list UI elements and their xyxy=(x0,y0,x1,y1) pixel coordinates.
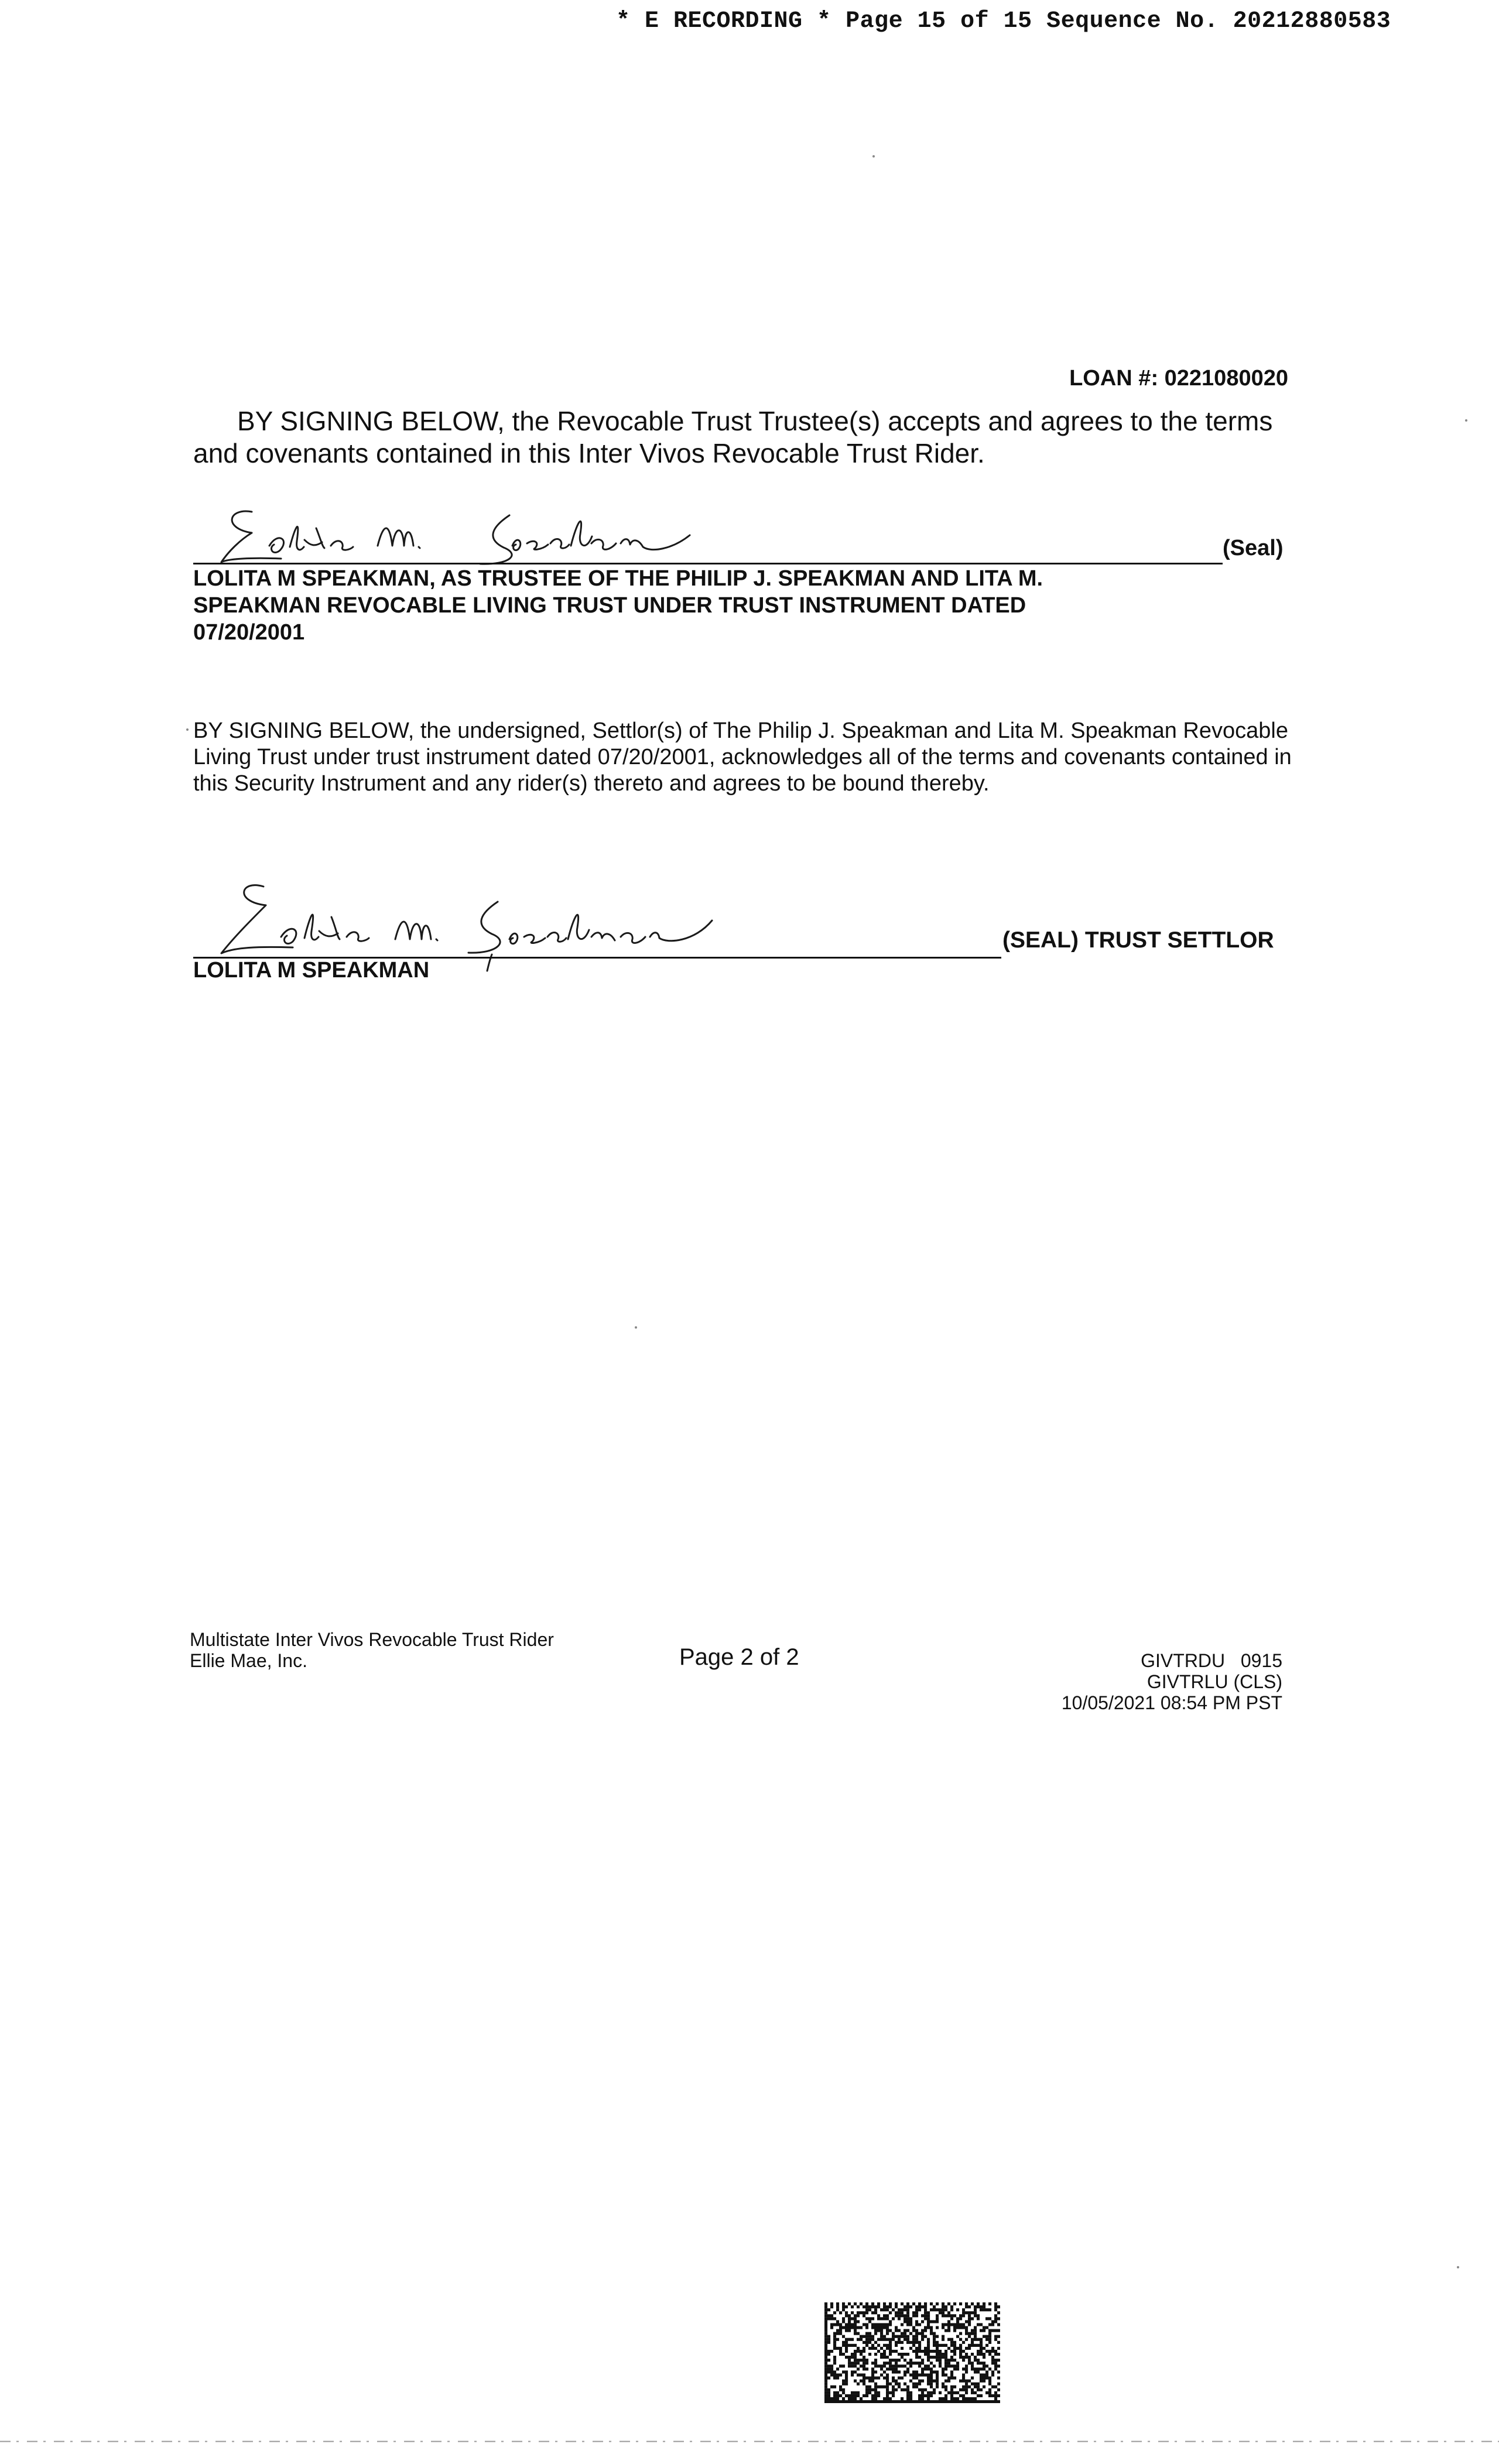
footer-publisher: Ellie Mae, Inc. xyxy=(190,1650,307,1671)
trustee-signer-line-3: 07/20/2001 xyxy=(193,620,305,645)
settlor-statement: BY SIGNING BELOW, the undersigned, Settlor(s) of The Philip J. Speakman and Lita M. Speakman Revocable Living Trust under trust instrument dated 07/20/2001, acknowledges all of the terms and covenants contained in this Security Instrument and any rider(s) thereto and agrees to be bound thereby. xyxy=(193,718,1292,796)
barcode-icon xyxy=(824,2302,1000,2403)
scan-speck xyxy=(635,1326,637,1329)
trustee-signer-line-2: SPEAKMAN REVOCABLE LIVING TRUST UNDER TRUST INSTRUMENT DATED xyxy=(193,593,1026,618)
footer-form-code-2: GIVTRLU (CLS) xyxy=(1147,1671,1282,1692)
scan-speck xyxy=(872,155,875,158)
scan-edge-line xyxy=(0,2441,1499,2442)
recording-header: * E RECORDING * Page 15 of 15 Sequence No. 20212880583 xyxy=(616,8,1391,35)
trustee-signature xyxy=(217,505,790,569)
trustee-signature-line xyxy=(193,563,1223,564)
footer-page-number: Page 2 of 2 xyxy=(679,1644,799,1670)
scan-speck xyxy=(186,728,189,731)
footer-form-code-1: GIVTRDU 0915 xyxy=(1141,1650,1282,1671)
trustee-signer-block xyxy=(193,565,1189,646)
footer-timestamp: 10/05/2021 08:54 PM PST xyxy=(1061,1692,1282,1713)
footer-form-codes xyxy=(1062,1650,1282,1713)
scan-speck xyxy=(1457,2266,1459,2268)
trustee-statement xyxy=(193,405,1294,470)
scan-speck xyxy=(1465,419,1467,422)
trustee-signer-line-1: LOLITA M SPEAKMAN, AS TRUSTEE OF THE PHILIP J. SPEAKMAN AND LITA M. xyxy=(193,566,1043,591)
loan-number: LOAN #: 0221080020 xyxy=(1069,366,1288,391)
footer-form-title: Multistate Inter Vivos Revocable Trust Rider xyxy=(190,1629,554,1650)
trustee-seal-label: (Seal) xyxy=(1223,536,1284,560)
footer-form-info xyxy=(190,1629,554,1671)
settlor-seal-label: (SEAL) TRUST SETTLOR xyxy=(1002,928,1274,953)
trustee-statement-text: BY SIGNING BELOW, the Revocable Trust Trustee(s) accepts and agrees to the terms and covenants contained in this Inter Vivos Revocable Trust Rider. xyxy=(193,406,1273,468)
settlor-signer-name: LOLITA M SPEAKMAN xyxy=(193,958,430,983)
